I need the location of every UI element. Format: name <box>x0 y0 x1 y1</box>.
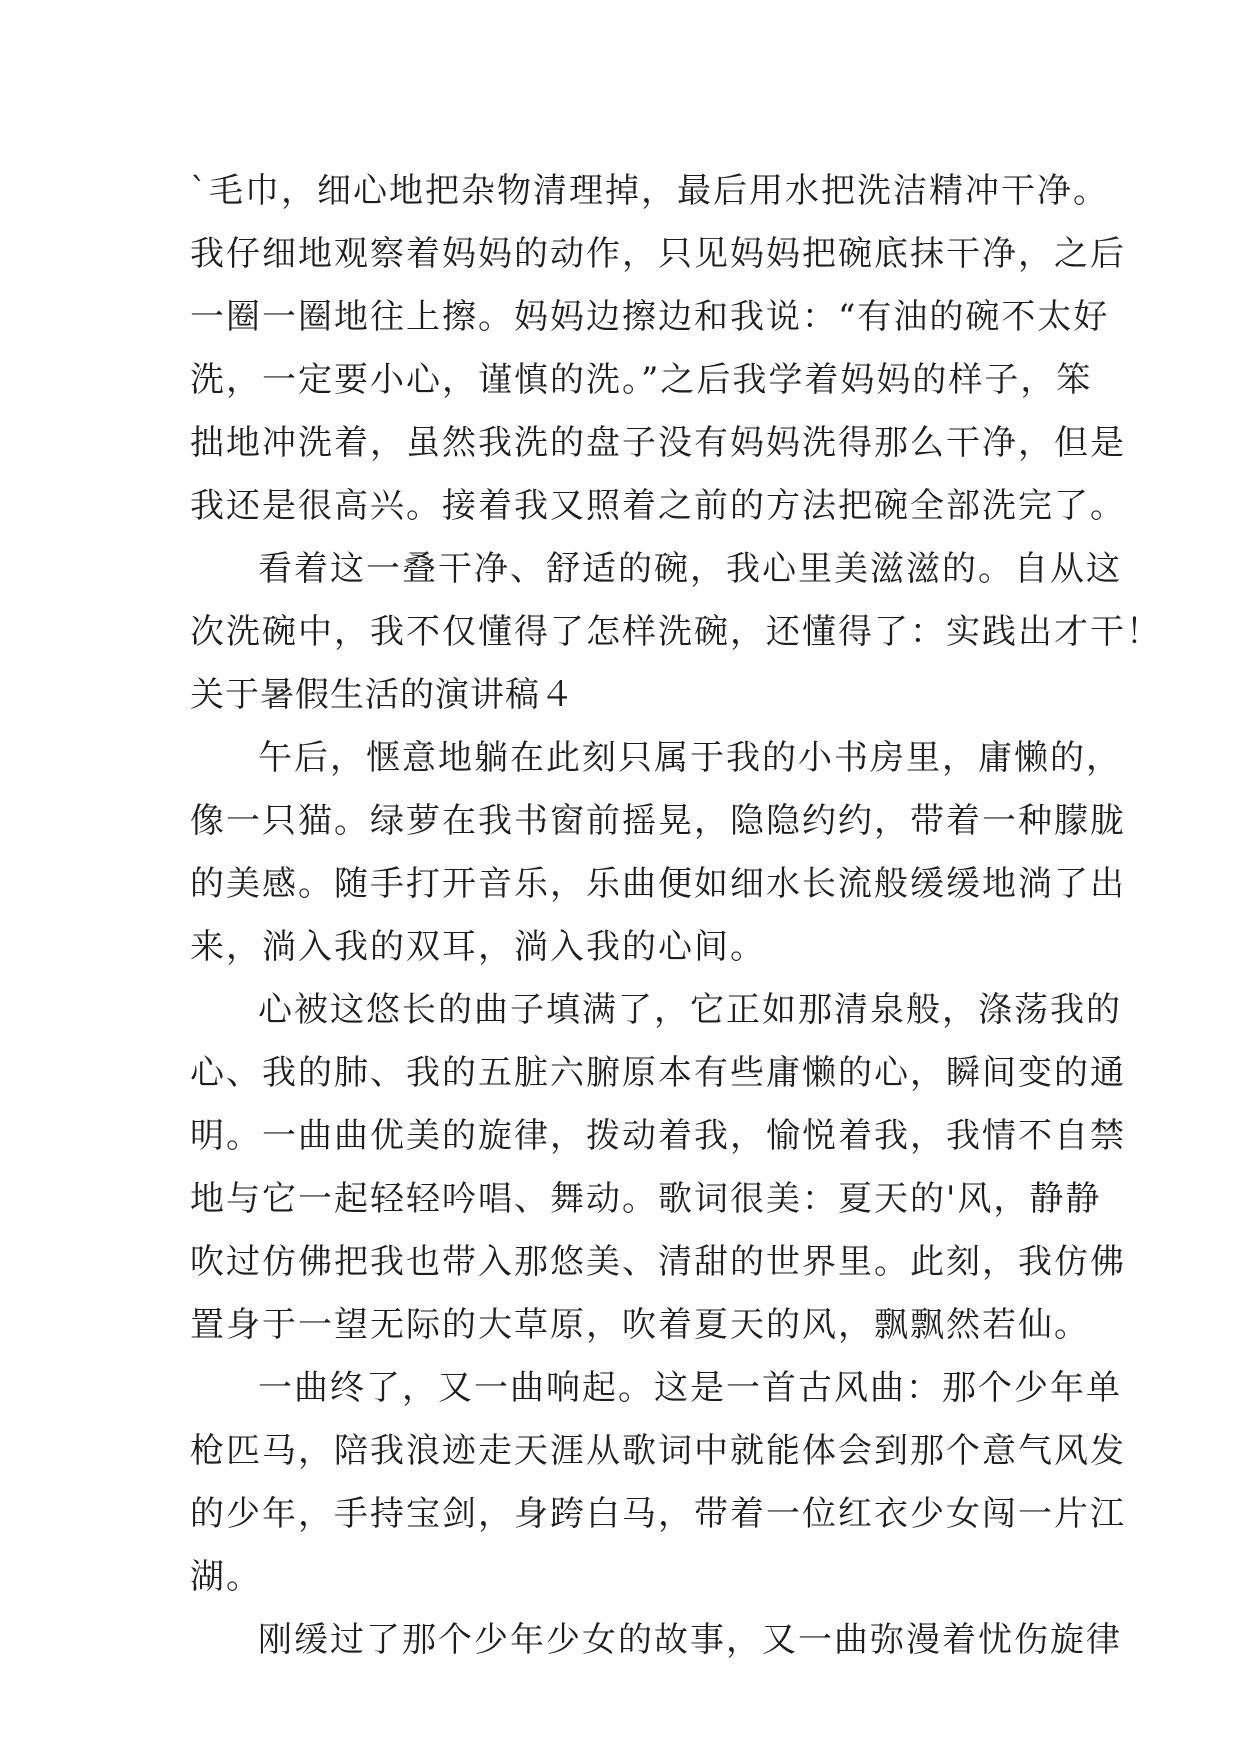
text-line: 枪匹马，陪我浪迹走天涯从歌词中就能体会到那个意气风发 <box>190 1431 1126 1471</box>
text-line: 拙地冲洗着，虽然我洗的盘子没有妈妈洗得那么干净，但是 <box>190 423 1126 463</box>
text-line: 次洗碗中，我不仅懂得了怎样洗碗，还懂得了：实践出才干！ <box>190 612 1162 652</box>
text-line: `毛巾，细心地把杂物清理掉，最后用水把洗洁精冲干净。 <box>190 171 1109 211</box>
text-line: 一圈一圈地往上擦。妈妈边擦边和我说：“有油的碗不太好 <box>190 297 1110 337</box>
text-line: 我还是很高兴。接着我又照着之前的方法把碗全部洗完了。 <box>190 486 1126 526</box>
text-line: 吹过仿佛把我也带入那悠美、清甜的世界里。此刻，我仿佛 <box>190 1242 1126 1282</box>
text-line: 湖。 <box>190 1557 262 1597</box>
text-line: 的少年，手持宝剑，身跨白马，带着一位红衣少女闯一片江 <box>190 1494 1126 1534</box>
text-line: 我仔细地观察着妈妈的动作，只见妈妈把碗底抹干净，之后 <box>190 234 1126 274</box>
section-heading: 关于暑假生活的演讲稿４ <box>190 675 575 715</box>
text-line: 心、我的肺、我的五脏六腑原本有些庸懒的心，瞬间变的通 <box>190 1053 1126 1093</box>
text-line: 地与它一起轻轻吟唱、舞动。歌词很美：夏天的'风，静静 <box>190 1179 1102 1219</box>
paragraph-start-line: 午后，惬意地躺在此刻只属于我的小书房里，庸懒的， <box>258 738 1122 778</box>
paragraph-start-line: 一曲终了，又一曲响起。这是一首古风曲：那个少年单 <box>258 1368 1122 1408</box>
text-line: 的美感。随手打开音乐，乐曲便如细水长流般缓缓地淌了出 <box>190 864 1126 904</box>
text-line: 洗，一定要小心，谨慎的洗。”之后我学着妈妈的样子，笨 <box>190 360 1093 400</box>
text-line: 像一只猫。绿萝在我书窗前摇晃，隐隐约约，带着一种朦胧 <box>190 801 1126 841</box>
paragraph-start-line: 刚缓过了那个少年少女的故事，又一曲弥漫着忧伤旋律 <box>258 1620 1122 1660</box>
document-body <box>190 160 1162 1672</box>
text-line: 来，淌入我的双耳，淌入我的心间。 <box>190 927 766 967</box>
paragraph-start-line: 看着这一叠干净、舒适的碗，我心里美滋滋的。自从这 <box>258 549 1122 589</box>
text-line: 明。一曲曲优美的旋律，拨动着我，愉悦着我，我情不自禁 <box>190 1116 1126 1156</box>
paragraph-start-line: 心被这悠长的曲子填满了，它正如那清泉般，涤荡我的 <box>258 990 1122 1030</box>
text-line: 置身于一望无际的大草原，吹着夏天的风，飘飘然若仙。 <box>190 1305 1090 1345</box>
